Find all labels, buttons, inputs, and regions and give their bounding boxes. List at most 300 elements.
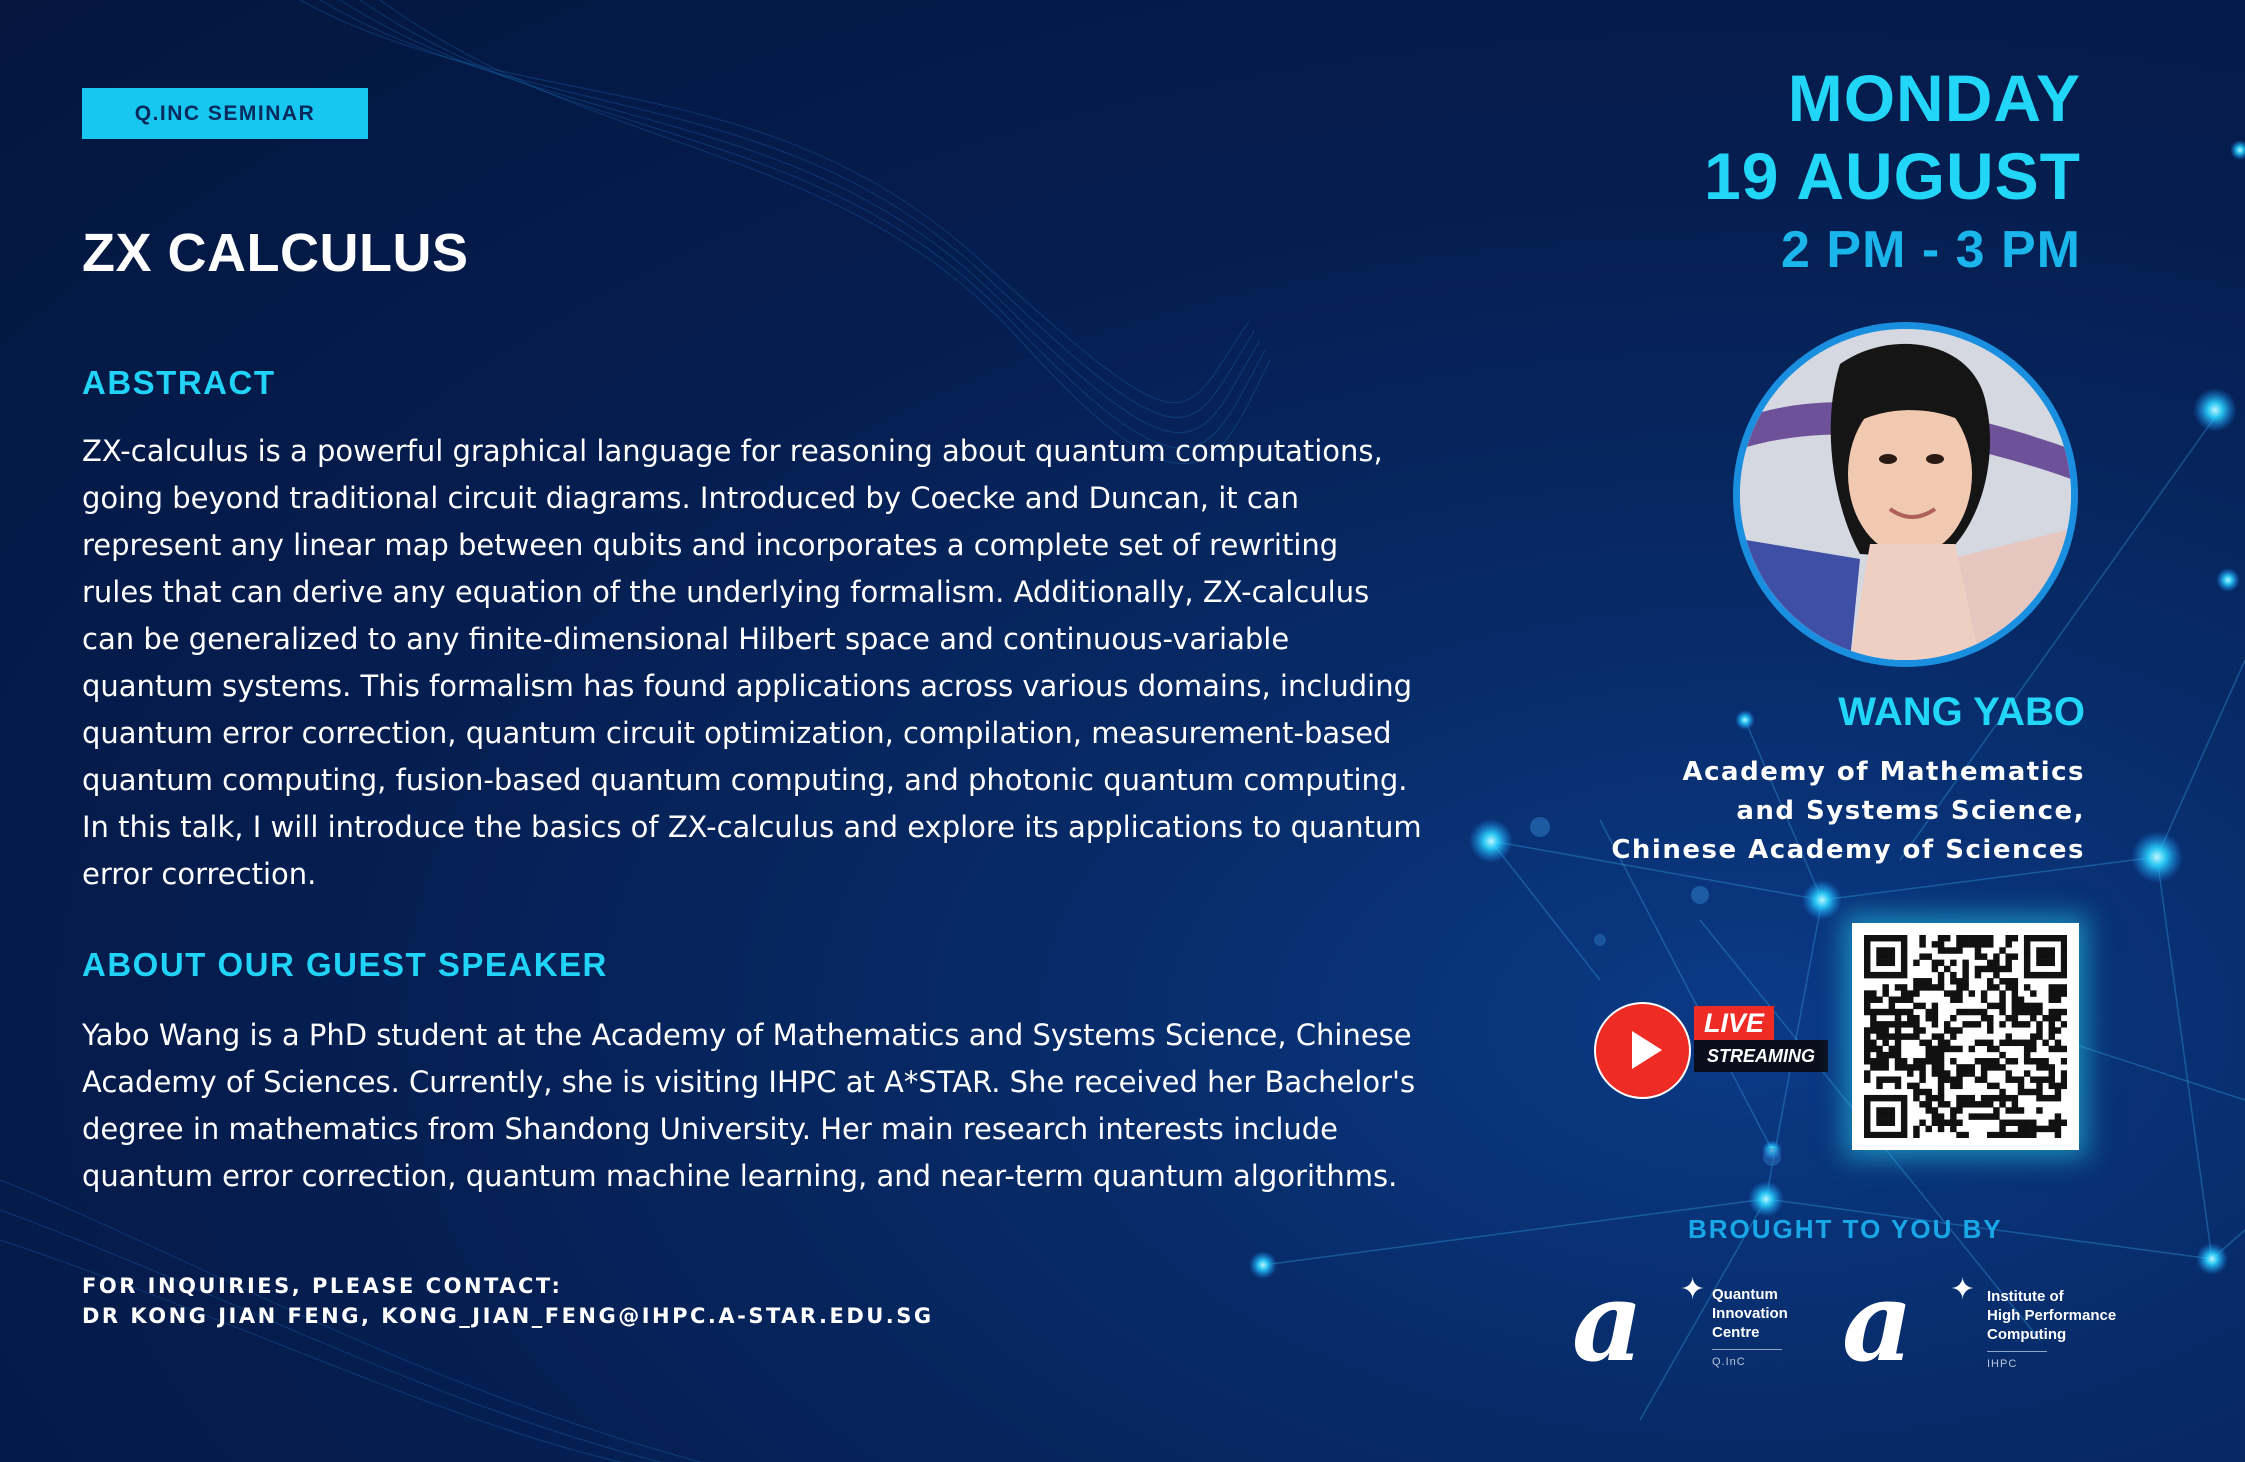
qr-module [1895,1064,1901,1070]
qr-module [2042,1076,2048,1082]
qr-module [1882,1027,1888,1033]
qr-module [1876,1076,1882,1082]
star-icon: ✦ [1950,1272,1976,1307]
qr-module [1932,941,1938,947]
qr-module [1864,1095,1870,1101]
qr-module [1999,1040,2005,1046]
qr-module [2036,1083,2042,1089]
logo-line: Institute of [1987,1288,2064,1305]
qr-module [1895,1040,1901,1046]
qr-module [1882,1021,1888,1027]
qr-module [1926,1046,1932,1052]
qr-module [1876,1120,1882,1126]
qr-module [2030,1009,2036,1015]
qr-module [2042,935,2048,941]
qr-module [1913,990,1919,996]
qr-module [1969,990,1975,996]
qr-module [1882,960,1888,966]
qr-module [1969,935,1975,941]
qr-module [1987,1040,1993,1046]
qr-module [1932,1113,1938,1119]
qr-module [1950,1058,1956,1064]
abstract-heading: ABSTRACT [82,364,276,401]
qr-module [2018,1089,2024,1095]
qr-module [1944,1101,1950,1107]
qr-module [1999,990,2005,996]
qr-module [2005,935,2011,941]
qr-module [1993,1064,1999,1070]
qr-module [1932,1009,1938,1015]
qr-module [2030,972,2036,978]
qr-module [1876,1033,1882,1039]
qr-module [1932,960,1938,966]
qr-module [2042,972,2048,978]
qr-module [2018,1107,2024,1113]
qr-module [1999,966,2005,972]
qr-module [1993,984,1999,990]
qr-module [2049,1095,2055,1101]
qr-module [2061,984,2067,990]
qr-module [1870,1040,1876,1046]
qr-module [1944,1070,1950,1076]
qr-module [1901,1101,1907,1107]
qr-module [1913,1132,1919,1138]
logo-line: High Performance [1987,1307,2117,1324]
qr-module [2024,941,2030,947]
qr-module [1956,984,1962,990]
qr-module [1981,1070,1987,1076]
qr-module [1999,1064,2005,1070]
qr-module [1938,941,1944,947]
qr-module [1889,1113,1895,1119]
qr-module [1950,1046,1956,1052]
qr-module [1907,1021,1913,1027]
qr-module [1987,935,1993,941]
qr-module [1993,1083,1999,1089]
qr-module [1864,1027,1870,1033]
qr-module [2012,984,2018,990]
qr-module [1907,1033,1913,1039]
qr-module [1962,1132,1968,1138]
qr-module [1870,990,1876,996]
qr-module [1926,1095,1932,1101]
qr-module [2061,990,2067,996]
qr-module [2061,935,2067,941]
qr-module [1901,1095,1907,1101]
qr-module [2024,947,2030,953]
qr-module [1882,1113,1888,1119]
qr-module [1907,1070,1913,1076]
qr-module [2024,1070,2030,1076]
qr-module [2036,947,2042,953]
qr-module [1944,1046,1950,1052]
qr-module [1999,1120,2005,1126]
logo-line: Centre [1712,1324,1760,1341]
qr-module [1981,1058,1987,1064]
qr-module [2049,997,2055,1003]
qr-module [1975,1076,1981,1082]
qr-module [1981,1064,1987,1070]
qr-module [2036,1003,2042,1009]
qr-module [1987,1095,1993,1101]
qr-module [1876,1107,1882,1113]
qr-module [1876,1046,1882,1052]
qr-code[interactable] [1852,923,2079,1150]
qr-module [1889,1033,1895,1039]
qr-module [1975,947,1981,953]
qr-module [2018,1040,2024,1046]
qr-module [1956,935,1962,941]
abstract-line: rules that can derive any equation of the underlying formalism. Additionally, ZX-calculus [82,575,1370,609]
qr-module [1895,1015,1901,1021]
qr-module [2012,978,2018,984]
qr-module [2005,1058,2011,1064]
qr-module [1901,990,1907,996]
logo-text [1712,1285,1788,1342]
qr-module [2042,1095,2048,1101]
qr-module [1864,1101,1870,1107]
qr-module [2005,966,2011,972]
qr-module [1864,1009,1870,1015]
qr-module [2036,935,2042,941]
qr-module [1864,935,1870,941]
abstract-line: represent any linear map between qubits and incorporates a complete set of rewriting [82,528,1339,562]
qr-module [1864,1076,1870,1082]
qr-module [1999,1132,2005,1138]
qr-module [1999,1101,2005,1107]
qr-module [2005,1132,2011,1138]
qr-module [2061,972,2067,978]
qr-module [1901,935,1907,941]
qr-module [2061,1070,2067,1076]
qr-module [1956,1009,1962,1015]
qr-module [2012,1076,2018,1082]
qr-module [1975,941,1981,947]
qr-module [1938,1083,1944,1089]
qr-module [2061,966,2067,972]
qr-module [2030,1046,2036,1052]
qr-module [1864,1126,1870,1132]
qr-module [2005,1107,2011,1113]
qr-module [1950,972,1956,978]
qr-module [1932,1021,1938,1027]
qr-module [1889,1132,1895,1138]
qr-module [1926,984,1932,990]
qr-module [1901,953,1907,959]
event-day: MONDAY [1787,61,2081,135]
qr-module [1950,1027,1956,1033]
qr-module [2049,935,2055,941]
bio-line: Academy of Sciences. Currently, she is visiting IHPC at A*STAR. She received her Bachelor's [82,1065,1416,1099]
qr-module [1981,1076,1987,1082]
qr-module [1864,1120,1870,1126]
qr-module [1889,1021,1895,1027]
qr-module [2030,990,2036,996]
affiliation-line: Chinese Academy of Sciences [1611,835,2085,865]
qr-module [1962,960,1968,966]
qr-module [1944,1021,1950,1027]
qr-module [1938,984,1944,990]
qr-module [1870,1015,1876,1021]
qr-module [1882,1120,1888,1126]
qr-module [2005,1040,2011,1046]
qr-module [2055,1095,2061,1101]
qr-module [1956,1120,1962,1126]
qr-module [1962,978,1968,984]
qr-module [1876,947,1882,953]
qr-module [1987,941,1993,947]
qr-module [1882,1040,1888,1046]
qr-module [1975,966,1981,972]
qr-module [1981,953,1987,959]
qr-module [1913,984,1919,990]
qr-module [1981,935,1987,941]
qr-module [1864,1070,1870,1076]
qr-module [1913,1021,1919,1027]
play-icon[interactable] [1594,1002,1691,1099]
qr-module [1938,1076,1944,1082]
qr-module [2024,935,2030,941]
qr-module [1913,1089,1919,1095]
qr-module [1895,1058,1901,1064]
qr-module [2055,1015,2061,1021]
qr-module [1993,1046,1999,1052]
qr-module [1938,1126,1944,1132]
qr-module [1975,935,1981,941]
qr-module [1981,1113,1987,1119]
qr-module [1864,953,1870,959]
qr-module [1919,953,1925,959]
qr-module [2036,1107,2042,1113]
qr-module [1975,1101,1981,1107]
qr-module [1901,941,1907,947]
qr-module [2012,997,2018,1003]
qr-module [1987,1113,1993,1119]
qr-module [2042,1064,2048,1070]
seminar-title: ZX CALCULUS [82,223,469,283]
qr-module [1907,1083,1913,1089]
qr-module [1938,947,1944,953]
qr-module [1876,1083,1882,1089]
qr-module [2055,1126,2061,1132]
qr-module [1864,960,1870,966]
qr-module [1876,953,1882,959]
qr-module [1864,941,1870,947]
qr-module [2055,1009,2061,1015]
contact-label: FOR INQUIRIES, PLEASE CONTACT: [82,1274,563,1298]
qr-module [2018,1003,2024,1009]
qr-module [2036,1027,2042,1033]
qr-module [2042,1126,2048,1132]
qr-module [1962,1009,1968,1015]
qr-module [1913,1058,1919,1064]
qr-module [2030,1076,2036,1082]
qr-module [2055,1113,2061,1119]
qr-module [2061,1120,2067,1126]
qr-module [1882,1064,1888,1070]
qr-module [2030,935,2036,941]
qr-module [1926,1015,1932,1021]
qr-module [1889,947,1895,953]
qr-module [2024,984,2030,990]
qr-module [1926,1058,1932,1064]
qr-module [1938,978,1944,984]
qr-module [1876,1009,1882,1015]
qr-module [1981,1095,1987,1101]
qr-module [2049,1046,2055,1052]
qr-module [2042,1015,2048,1021]
qr-module [1950,997,1956,1003]
qr-module [1956,990,1962,996]
qr-module [1999,997,2005,1003]
qr-module [1895,1027,1901,1033]
qr-module [2036,1009,2042,1015]
qr-module [1932,1015,1938,1021]
qr-module [1889,953,1895,959]
qr-module [1975,1058,1981,1064]
qr-module [1938,1089,1944,1095]
qr-module [2012,1101,2018,1107]
qr-module [1882,947,1888,953]
qr-module [2005,941,2011,947]
qr-module [2012,1015,2018,1021]
affiliation-line: Academy of Mathematics [1682,757,2085,787]
qr-module [1907,1064,1913,1070]
qr-module [1901,1021,1907,1027]
qr-module [1913,1033,1919,1039]
qr-module [1889,1046,1895,1052]
qr-module [1944,1040,1950,1046]
qr-module [2012,935,2018,941]
qr-module [1950,990,1956,996]
qr-module [1895,1009,1901,1015]
qr-module [1999,1021,2005,1027]
qr-module [1919,978,1925,984]
qr-module [1913,1126,1919,1132]
qr-module [1969,1046,1975,1052]
qr-module [2061,1046,2067,1052]
qr-module [1956,1070,1962,1076]
astar-logo-icon: a [1572,1257,1644,1386]
qr-module [2061,960,2067,966]
qr-module [1926,1089,1932,1095]
logo-sub: IHPC [1987,1358,2018,1370]
qr-module [1932,1058,1938,1064]
qr-module [1932,1033,1938,1039]
qr-module [1926,1052,1932,1058]
qr-module [2024,1009,2030,1015]
qr-module [1975,1113,1981,1119]
qr-module [1993,953,1999,959]
qr-module [1919,1101,1925,1107]
qr-module [1987,984,1993,990]
qr-module [1919,1089,1925,1095]
qr-module [1932,1003,1938,1009]
qr-module [2018,1126,2024,1132]
speaker-portrait [1740,329,2071,660]
qr-module [2005,1015,2011,1021]
logo-divider [1987,1351,2047,1352]
qr-module [2012,1009,2018,1015]
qr-module [1926,1107,1932,1113]
qr-module [1962,972,1968,978]
qr-module [2049,1064,2055,1070]
qr-module [1876,935,1882,941]
qr-module [1901,1132,1907,1138]
qr-module [1926,1101,1932,1107]
qr-module [1944,947,1950,953]
qr-module [2036,1021,2042,1027]
qr-module [1956,1027,1962,1033]
qr-module [1864,990,1870,996]
qr-module [1870,972,1876,978]
event-time: 2 PM - 3 PM [1781,221,2081,279]
qr-module [1889,1052,1895,1058]
qr-module [1870,1009,1876,1015]
qr-module [1864,1107,1870,1113]
qr-module [1876,1132,1882,1138]
qr-module [1907,997,1913,1003]
qr-module [2012,953,2018,959]
qr-module [2030,1120,2036,1126]
qr-module [1975,1009,1981,1015]
qr-module [1956,1107,1962,1113]
qr-module [1981,990,1987,996]
abstract-line: ZX-calculus is a powerful graphical language for reasoning about quantum computations, [82,434,1383,468]
abstract-line: In this talk, I will introduce the basics of ZX-calculus and explore its applications to quantum [82,810,1422,844]
event-date: 19 AUGUST [1704,139,2081,213]
qr-module [1981,1101,1987,1107]
abstract-line: quantum error correction, quantum circuit optimization, compilation, measurement-based [82,716,1392,750]
qr-module [1956,978,1962,984]
qr-module [1956,941,1962,947]
qr-module [1926,953,1932,959]
qr-module [2036,1095,2042,1101]
live-streaming-badge[interactable] [1594,1002,1830,1097]
qr-module [2018,1009,2024,1015]
qr-module [1901,1120,1907,1126]
qr-module [2055,1089,2061,1095]
qr-module [1889,1107,1895,1113]
qr-module [1938,972,1944,978]
qr-module [1864,1003,1870,1009]
qr-module [2049,990,2055,996]
live-label: LIVE [1694,1006,1774,1040]
qr-module [2012,1021,2018,1027]
qr-module [2018,1076,2024,1082]
qr-module [2012,1132,2018,1138]
qr-module [1950,1015,1956,1021]
streaming-label: STREAMING [1694,1040,1828,1072]
affiliation-line: and Systems Science, [1736,796,2085,826]
qr-module [1950,1113,1956,1119]
qr-module [1956,1132,1962,1138]
qr-module [1932,984,1938,990]
speaker-photo-frame [1733,322,2078,667]
qr-module [1975,972,1981,978]
qr-module [2055,1083,2061,1089]
qr-module [2012,1040,2018,1046]
qr-module [1876,1021,1882,1027]
qr-module [1901,1126,1907,1132]
qr-module [1993,1003,1999,1009]
qr-module [1944,935,1950,941]
logo-divider [1712,1349,1782,1350]
seminar-tag: Q.INC SEMINAR [82,88,368,139]
qr-module [1919,1058,1925,1064]
qr-module [2042,953,2048,959]
qr-module [1938,1058,1944,1064]
